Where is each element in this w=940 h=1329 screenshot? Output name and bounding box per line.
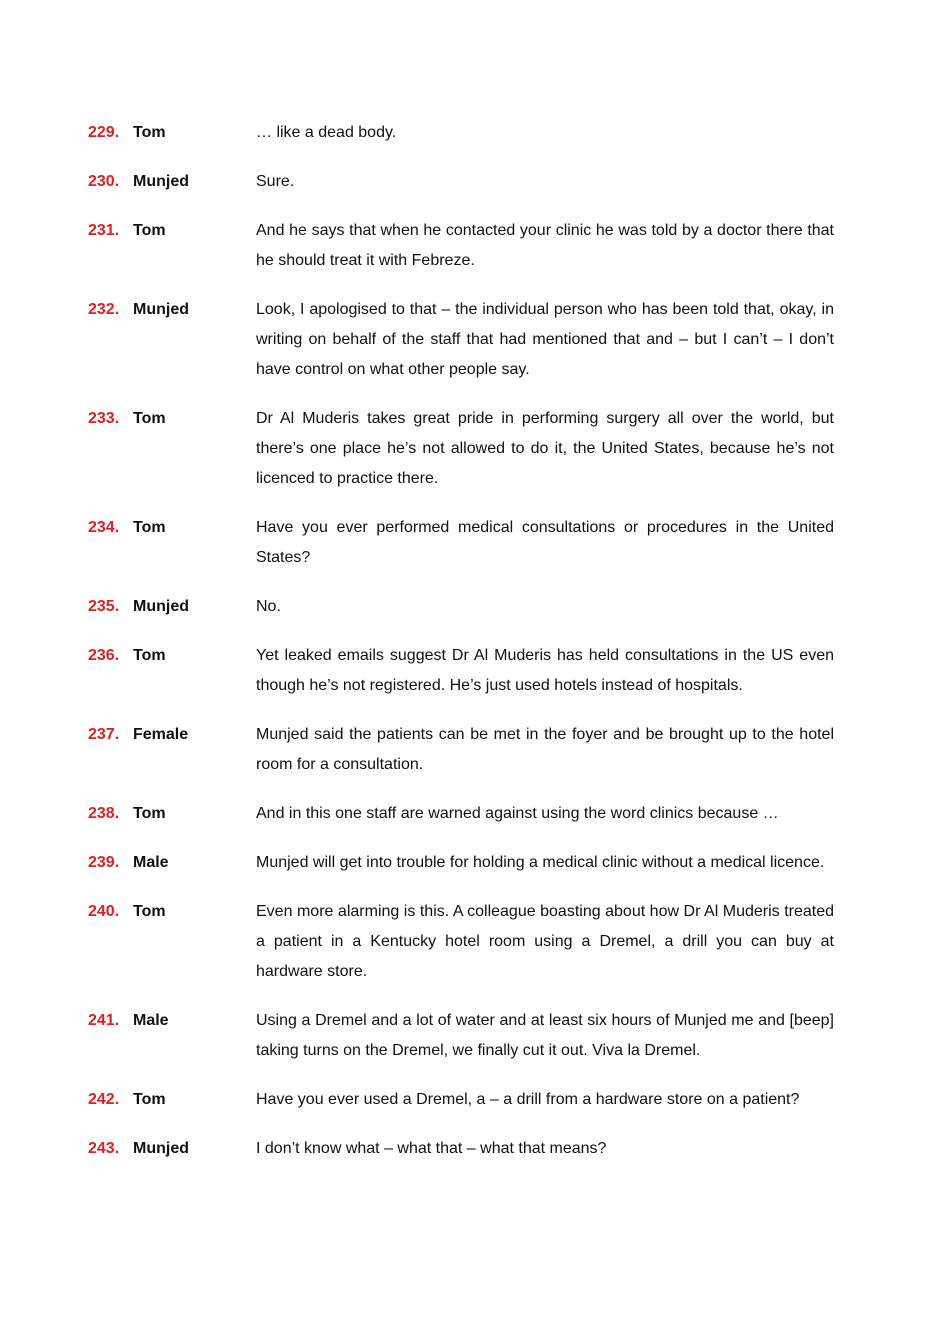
line-number: 231. — [88, 222, 120, 239]
transcript-entry — [88, 1134, 834, 1164]
spoken-text: And in this one staff are warned against using the word clinics because … — [256, 805, 779, 822]
transcript-entry — [88, 897, 834, 987]
spoken-text: Sure. — [256, 173, 295, 190]
transcript-entry — [88, 295, 834, 385]
spoken-text: I don’t know what – what that – what that means? — [256, 1140, 607, 1157]
line-number: 233. — [88, 410, 120, 427]
transcript-entry — [88, 216, 834, 276]
speaker-name: Munjed — [133, 1140, 189, 1157]
speaker-name: Tom — [133, 124, 166, 141]
transcript-entry — [88, 1085, 834, 1115]
line-number: 239. — [88, 854, 120, 871]
speaker-name: Munjed — [133, 173, 189, 190]
line-number: 229. — [88, 124, 120, 141]
transcript-entry — [88, 404, 834, 494]
spoken-text: … like a dead body. — [256, 124, 397, 141]
speaker-name: Munjed — [133, 301, 189, 318]
line-number: 238. — [88, 805, 120, 822]
speaker-name: Male — [133, 1012, 169, 1029]
transcript-entry — [88, 641, 834, 701]
spoken-text: Even more alarming is this. A colleague boasting about how Dr Al Muderis treated a patient in a Kentucky hotel room using a Dremel, a drill you can buy at hardware store. — [256, 903, 834, 980]
spoken-text: No. — [256, 598, 281, 615]
line-number: 243. — [88, 1140, 120, 1157]
line-number: 240. — [88, 903, 120, 920]
line-number: 237. — [88, 726, 120, 743]
transcript-entry — [88, 118, 834, 148]
transcript-entry — [88, 513, 834, 573]
speaker-name: Tom — [133, 903, 166, 920]
line-number: 230. — [88, 173, 120, 190]
line-number: 232. — [88, 301, 120, 318]
line-number: 241. — [88, 1012, 120, 1029]
speaker-name: Female — [133, 726, 189, 743]
transcript-entry — [88, 592, 834, 622]
spoken-text: Dr Al Muderis takes great pride in performing surgery all over the world, but there’s one place he’s not allowed to do it, the United States, because he’s not licenced to practice there. — [256, 410, 834, 487]
line-number: 235. — [88, 598, 120, 615]
transcript-entry — [88, 720, 834, 780]
transcript-entry — [88, 1006, 834, 1066]
speaker-name: Tom — [133, 647, 166, 664]
spoken-text: Munjed will get into trouble for holding a medical clinic without a medical licence. — [256, 854, 825, 871]
line-number: 234. — [88, 519, 120, 536]
speaker-name: Tom — [133, 222, 166, 239]
spoken-text: Have you ever used a Dremel, a – a drill from a hardware store on a patient? — [256, 1091, 800, 1108]
spoken-text: Have you ever performed medical consultations or procedures in the United States? — [256, 519, 834, 566]
transcript-entry — [88, 167, 834, 197]
speaker-name: Tom — [133, 410, 166, 427]
transcript-list — [88, 118, 834, 1183]
speaker-name: Tom — [133, 1091, 166, 1108]
line-number: 242. — [88, 1091, 120, 1108]
line-number: 236. — [88, 647, 120, 664]
speaker-name: Male — [133, 854, 169, 871]
transcript-entry — [88, 799, 834, 829]
spoken-text: And he says that when he contacted your clinic he was told by a doctor there that he should treat it with Febreze. — [256, 222, 834, 269]
speaker-name: Munjed — [133, 598, 189, 615]
speaker-name: Tom — [133, 805, 166, 822]
spoken-text: Look, I apologised to that – the individual person who has been told that, okay, in writing on behalf of the staff that had mentioned that and – but I can’t – I don’t have control on what other people say. — [256, 301, 834, 378]
spoken-text: Using a Dremel and a lot of water and at least six hours of Munjed me and [beep] taking turns on the Dremel, we finally cut it out. Viva la Dremel. — [256, 1012, 834, 1059]
spoken-text: Yet leaked emails suggest Dr Al Muderis has held consultations in the US even though he’s not registered. He’s just used hotels instead of hospitals. — [256, 647, 834, 694]
transcript-entry — [88, 848, 834, 878]
speaker-name: Tom — [133, 519, 166, 536]
spoken-text: Munjed said the patients can be met in the foyer and be brought up to the hotel room for a consultation. — [256, 726, 834, 773]
